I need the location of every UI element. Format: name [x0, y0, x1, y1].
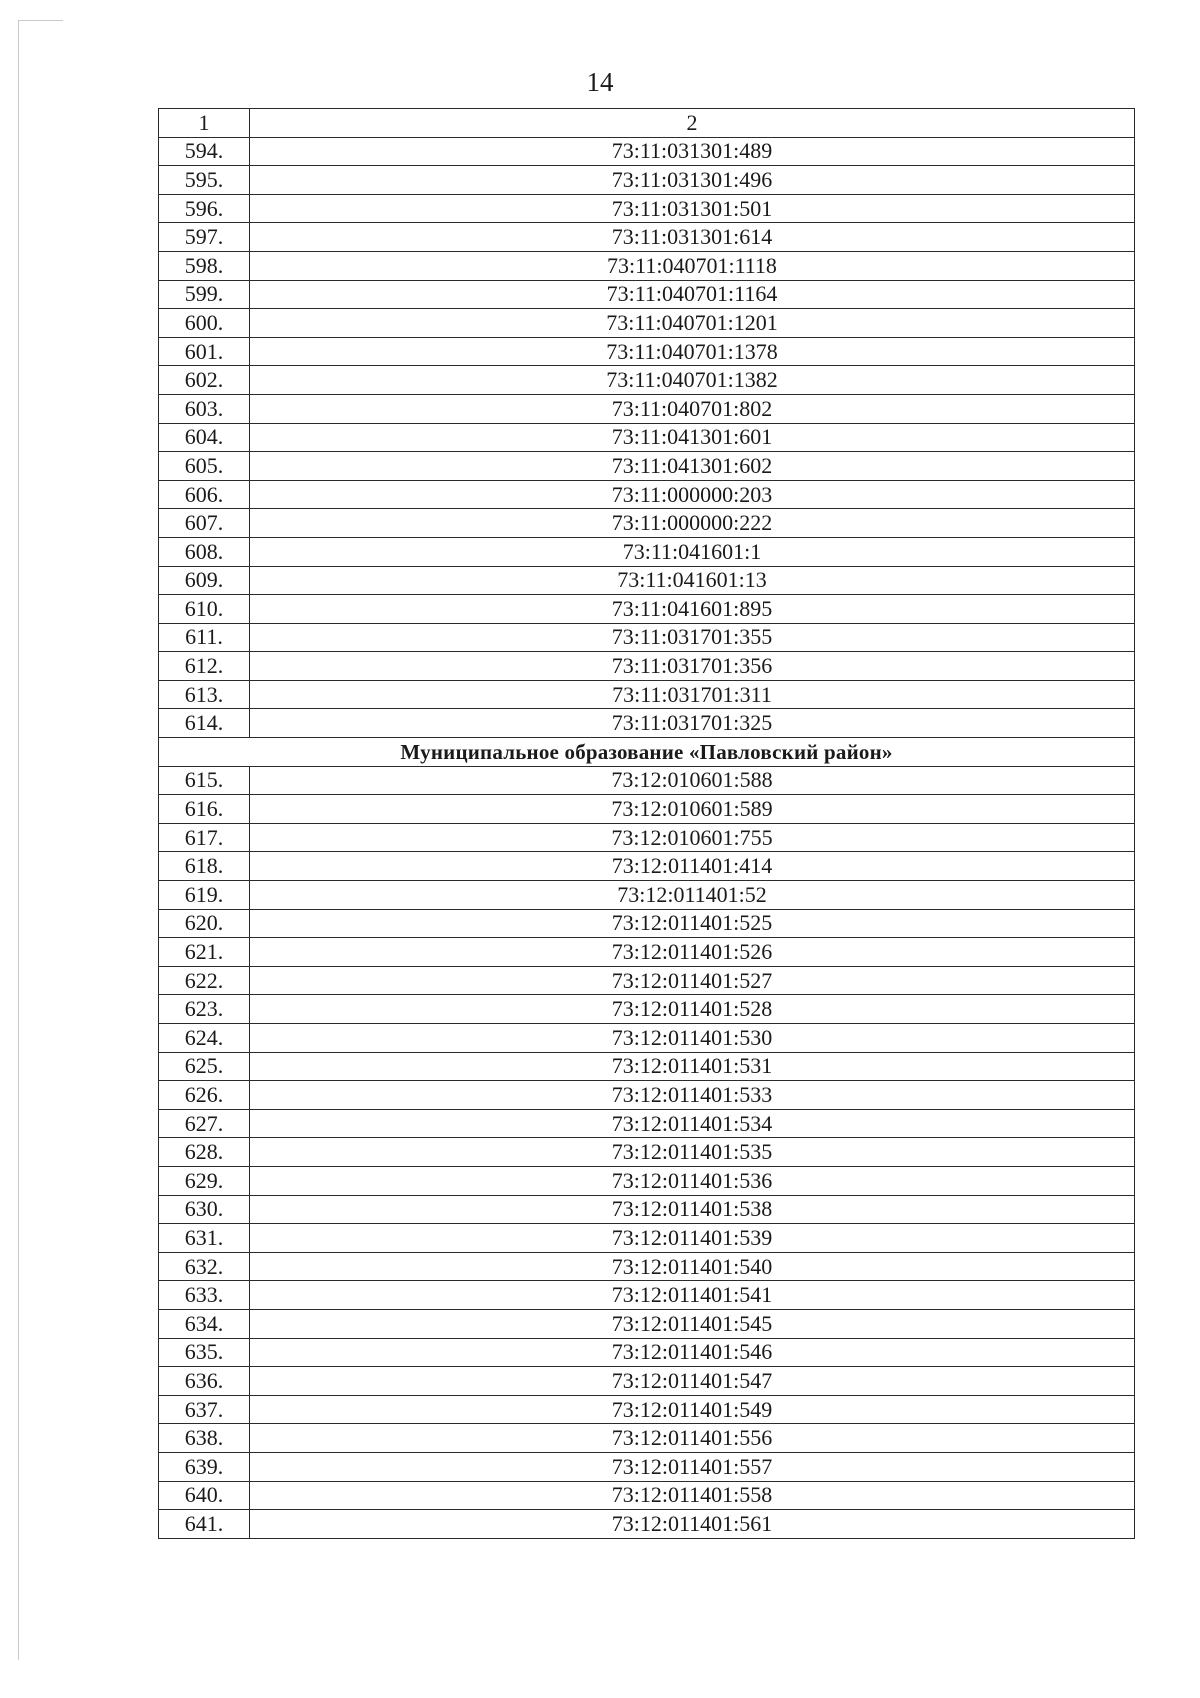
table-row [159, 795, 1135, 824]
row-number: 628. [159, 1138, 250, 1167]
table-row [159, 1052, 1135, 1081]
row-number: 636. [159, 1367, 250, 1396]
cadastral-table [158, 108, 1135, 1539]
row-number: 638. [159, 1424, 250, 1453]
cadastral-number: 73:12:011401:541 [250, 1281, 1135, 1310]
row-number: 616. [159, 795, 250, 824]
cadastral-number: 73:11:040701:1382 [250, 366, 1135, 395]
cadastral-number: 73:12:011401:414 [250, 852, 1135, 881]
table-row [159, 595, 1135, 624]
table-row [159, 452, 1135, 481]
table-row [159, 1109, 1135, 1138]
cadastral-number: 73:11:031301:489 [250, 137, 1135, 166]
cadastral-number: 73:12:010601:588 [250, 766, 1135, 795]
cadastral-number: 73:12:011401:549 [250, 1395, 1135, 1424]
cadastral-number: 73:12:011401:535 [250, 1138, 1135, 1167]
cadastral-number: 73:11:031301:501 [250, 194, 1135, 223]
row-number: 622. [159, 966, 250, 995]
cadastral-number: 73:12:011401:526 [250, 938, 1135, 967]
cadastral-number: 73:11:031301:614 [250, 223, 1135, 252]
cadastral-number: 73:12:011401:531 [250, 1052, 1135, 1081]
table-row [159, 709, 1135, 738]
header-col-2: 2 [250, 109, 1135, 138]
cadastral-number: 73:11:031701:356 [250, 652, 1135, 681]
row-number: 610. [159, 595, 250, 624]
table-row [159, 1367, 1135, 1396]
cadastral-number: 73:12:011401:534 [250, 1109, 1135, 1138]
row-number: 641. [159, 1510, 250, 1539]
table-row [159, 1309, 1135, 1338]
scan-edge-left [18, 20, 19, 1660]
section-header-row [159, 738, 1135, 767]
cadastral-number: 73:11:031701:311 [250, 680, 1135, 709]
cadastral-number: 73:11:041601:1 [250, 537, 1135, 566]
table-row [159, 137, 1135, 166]
row-number: 595. [159, 166, 250, 195]
table-row [159, 1424, 1135, 1453]
table-row [159, 1338, 1135, 1367]
cadastral-number: 73:12:011401:558 [250, 1481, 1135, 1510]
row-number: 621. [159, 938, 250, 967]
row-number: 631. [159, 1224, 250, 1253]
cadastral-number: 73:12:011401:527 [250, 966, 1135, 995]
table-row [159, 966, 1135, 995]
cadastral-number: 73:11:040701:1201 [250, 309, 1135, 338]
table-row [159, 766, 1135, 795]
cadastral-number: 73:11:041601:13 [250, 566, 1135, 595]
row-number: 601. [159, 337, 250, 366]
row-number: 604. [159, 423, 250, 452]
cadastral-number: 73:12:011401:545 [250, 1309, 1135, 1338]
table-row [159, 1395, 1135, 1424]
table-row [159, 1281, 1135, 1310]
cadastral-number: 73:12:011401:536 [250, 1166, 1135, 1195]
cadastral-number: 73:11:031301:496 [250, 166, 1135, 195]
table-row [159, 938, 1135, 967]
row-number: 632. [159, 1252, 250, 1281]
cadastral-number: 73:12:011401:533 [250, 1081, 1135, 1110]
table-row [159, 1510, 1135, 1539]
cadastral-number: 73:12:011401:557 [250, 1452, 1135, 1481]
page-number: 14 [586, 67, 614, 97]
cadastral-number: 73:12:011401:546 [250, 1338, 1135, 1367]
row-number: 635. [159, 1338, 250, 1367]
table-row [159, 509, 1135, 538]
table-row [159, 194, 1135, 223]
table-row [159, 566, 1135, 595]
cadastral-number: 73:12:011401:540 [250, 1252, 1135, 1281]
table-row [159, 652, 1135, 681]
table-row [159, 1081, 1135, 1110]
row-number: 637. [159, 1395, 250, 1424]
cadastral-number: 73:12:011401:556 [250, 1424, 1135, 1453]
table-row [159, 1252, 1135, 1281]
table-header-row [159, 109, 1135, 138]
cadastral-number: 73:12:010601:755 [250, 823, 1135, 852]
cadastral-number: 73:12:011401:528 [250, 995, 1135, 1024]
table-row [159, 166, 1135, 195]
cadastral-number: 73:12:011401:538 [250, 1195, 1135, 1224]
row-number: 611. [159, 623, 250, 652]
table-row [159, 280, 1135, 309]
cadastral-number: 73:11:041301:601 [250, 423, 1135, 452]
section-title: Муниципальное образование «Павловский район» [159, 738, 1135, 767]
table-row [159, 881, 1135, 910]
row-number: 629. [159, 1166, 250, 1195]
scan-edge-top [18, 20, 63, 21]
row-number: 608. [159, 537, 250, 566]
row-number: 603. [159, 394, 250, 423]
row-number: 633. [159, 1281, 250, 1310]
row-number: 615. [159, 766, 250, 795]
row-number: 617. [159, 823, 250, 852]
table-row [159, 423, 1135, 452]
row-number: 624. [159, 1024, 250, 1053]
row-number: 618. [159, 852, 250, 881]
table-row [159, 909, 1135, 938]
table-row [159, 1452, 1135, 1481]
row-number: 606. [159, 480, 250, 509]
row-number: 627. [159, 1109, 250, 1138]
table-row [159, 394, 1135, 423]
row-number: 605. [159, 452, 250, 481]
table-row [159, 1138, 1135, 1167]
row-number: 613. [159, 680, 250, 709]
row-number: 596. [159, 194, 250, 223]
row-number: 597. [159, 223, 250, 252]
cadastral-number: 73:12:011401:561 [250, 1510, 1135, 1539]
table-row [159, 823, 1135, 852]
cadastral-number: 73:12:010601:589 [250, 795, 1135, 824]
row-number: 620. [159, 909, 250, 938]
row-number: 626. [159, 1081, 250, 1110]
table-row [159, 1195, 1135, 1224]
row-number: 634. [159, 1309, 250, 1338]
header-col-1: 1 [159, 109, 250, 138]
cadastral-number: 73:11:041601:895 [250, 595, 1135, 624]
cadastral-number: 73:12:011401:525 [250, 909, 1135, 938]
row-number: 640. [159, 1481, 250, 1510]
table-row [159, 1224, 1135, 1253]
table-row [159, 537, 1135, 566]
cadastral-number: 73:11:040701:1118 [250, 251, 1135, 280]
cadastral-number: 73:12:011401:547 [250, 1367, 1135, 1396]
row-number: 607. [159, 509, 250, 538]
cadastral-number: 73:11:000000:203 [250, 480, 1135, 509]
row-number: 599. [159, 280, 250, 309]
cadastral-number: 73:11:031701:325 [250, 709, 1135, 738]
row-number: 614. [159, 709, 250, 738]
table-row [159, 1481, 1135, 1510]
row-number: 598. [159, 251, 250, 280]
table-row [159, 995, 1135, 1024]
table-row [159, 337, 1135, 366]
row-number: 630. [159, 1195, 250, 1224]
cadastral-number: 73:11:040701:802 [250, 394, 1135, 423]
row-number: 623. [159, 995, 250, 1024]
table-row [159, 309, 1135, 338]
cadastral-number: 73:11:041301:602 [250, 452, 1135, 481]
row-number: 609. [159, 566, 250, 595]
cadastral-number: 73:11:040701:1164 [250, 280, 1135, 309]
table-row [159, 623, 1135, 652]
table-row [159, 251, 1135, 280]
cadastral-number: 73:11:000000:222 [250, 509, 1135, 538]
table-body [159, 109, 1135, 1539]
table-row [159, 680, 1135, 709]
row-number: 612. [159, 652, 250, 681]
table-row [159, 366, 1135, 395]
row-number: 619. [159, 881, 250, 910]
row-number: 600. [159, 309, 250, 338]
row-number: 594. [159, 137, 250, 166]
row-number: 639. [159, 1452, 250, 1481]
table-row [159, 852, 1135, 881]
table-row [159, 1166, 1135, 1195]
row-number: 602. [159, 366, 250, 395]
cadastral-number: 73:11:031701:355 [250, 623, 1135, 652]
row-number: 625. [159, 1052, 250, 1081]
cadastral-number: 73:11:040701:1378 [250, 337, 1135, 366]
table-row [159, 1024, 1135, 1053]
cadastral-number: 73:12:011401:52 [250, 881, 1135, 910]
cadastral-number: 73:12:011401:530 [250, 1024, 1135, 1053]
cadastral-number: 73:12:011401:539 [250, 1224, 1135, 1253]
table-row [159, 480, 1135, 509]
table-row [159, 223, 1135, 252]
